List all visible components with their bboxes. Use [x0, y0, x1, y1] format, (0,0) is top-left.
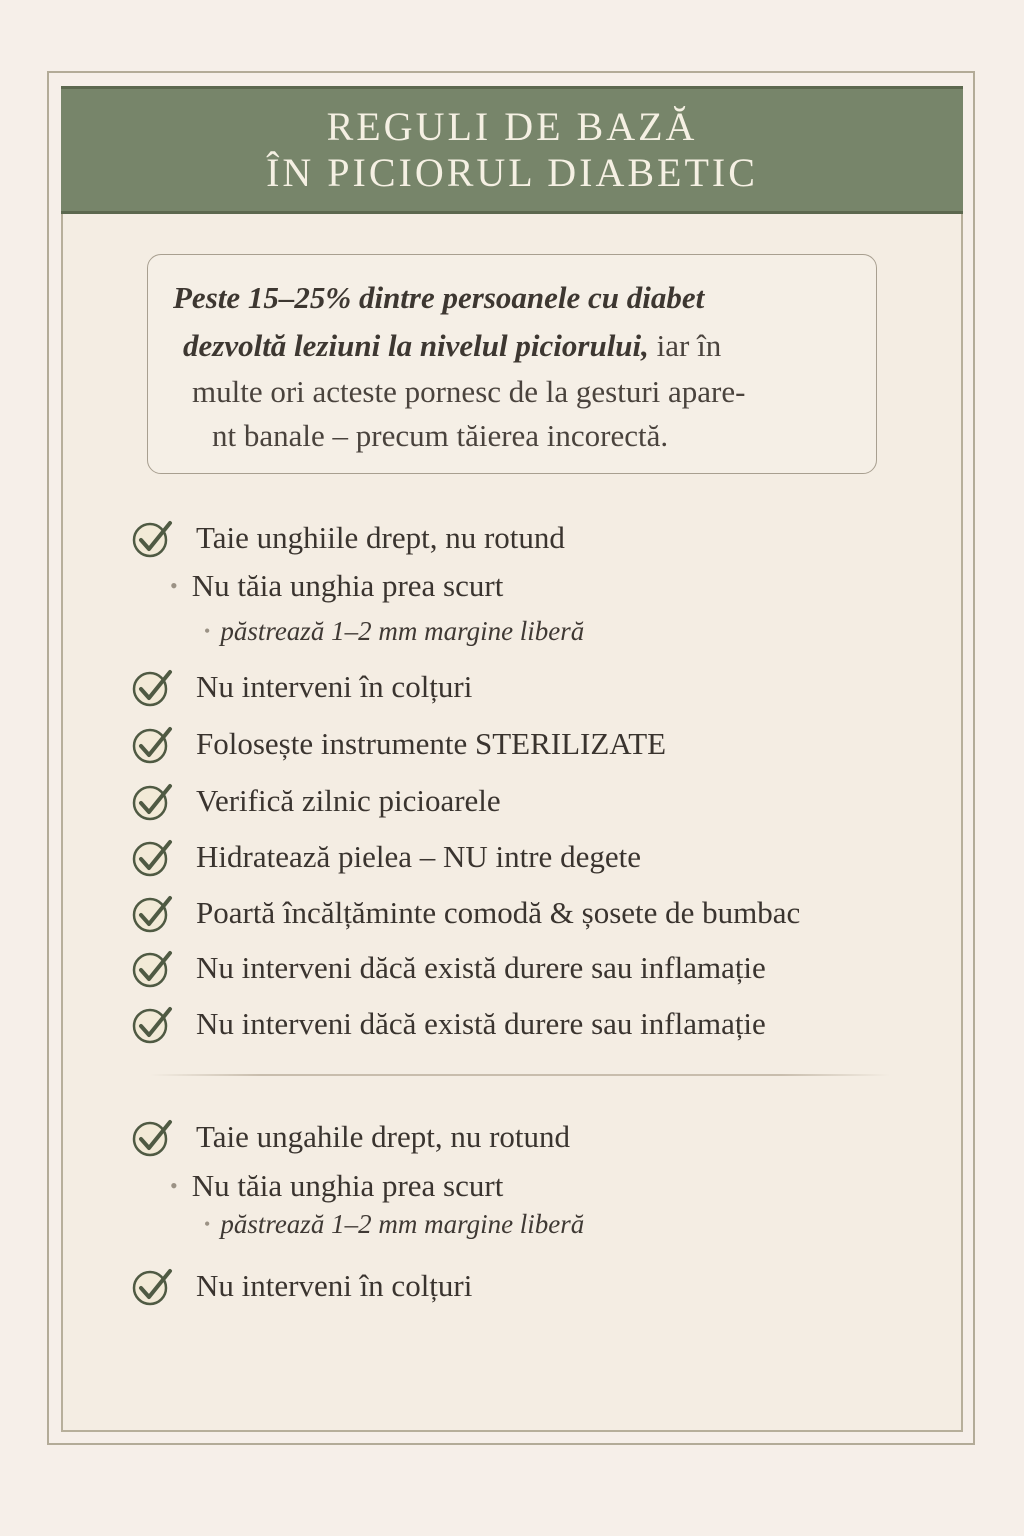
checklist-item-label: Taie ungahile drept, nu rotund — [196, 1119, 571, 1154]
intro-line-1: Peste 15–25% dintre persoanele cu diabet — [173, 280, 705, 315]
checklist-item — [128, 888, 800, 938]
check-circle-icon — [128, 1262, 176, 1310]
checklist-item-label: Nu interveni în colțuri — [196, 1268, 473, 1303]
intro-line-4: nt banale – precum tăierea incorectă. — [212, 418, 669, 453]
bullet-dot: • — [170, 573, 178, 598]
checklist-item — [128, 1112, 570, 1162]
sub-sub-bullet — [204, 616, 584, 647]
sub-bullet-label: Nu tăia unghia prea scurt — [191, 568, 504, 603]
check-circle-icon — [128, 777, 176, 825]
check-circle-icon — [128, 720, 176, 768]
checklist-item-label: Poartă încălțăminte comodă & șosete de bumbac — [196, 895, 801, 930]
sub-bullet — [170, 1168, 503, 1204]
intro-line-3: multe ori acteste pornesc de la gesturi apare- — [192, 374, 746, 409]
checklist-item-label: Nu interveni dăcă există durere sau inflamație — [196, 1006, 766, 1041]
checklist-item-label: Folosește instrumente STERILIZATE — [196, 726, 667, 761]
intro-line-2-emphasis: dezvoltă leziuni la nivelul piciorului, — [183, 328, 649, 363]
checklist-item — [128, 719, 666, 769]
checklist-item — [128, 513, 565, 563]
check-circle-icon — [128, 944, 176, 992]
check-circle-icon — [128, 514, 176, 562]
checklist-item-label: Verifică zilnic picioarele — [196, 783, 501, 818]
checklist-item — [128, 999, 766, 1049]
check-circle-icon — [128, 833, 176, 881]
checklist-item — [128, 1261, 472, 1311]
bullet-dot: • — [204, 1214, 211, 1234]
section-divider — [150, 1074, 890, 1076]
checklist-item-label: Taie unghiile drept, nu rotund — [196, 520, 565, 555]
checklist-item — [128, 832, 641, 882]
sub-sub-bullet-label: păstrează 1–2 mm margine liberă — [220, 1209, 585, 1239]
sub-bullet-label: Nu tăia unghia prea scurt — [191, 1168, 504, 1203]
bullet-dot: • — [170, 1173, 178, 1198]
header-title-line-2: ÎN PICIORUL DIABETIC — [266, 150, 758, 195]
sub-sub-bullet — [204, 1209, 584, 1240]
header-title-line-1: REGULI DE BAZĂ — [326, 104, 698, 149]
checklist-item-label: Nu interveni dăcă există durere sau inflamație — [196, 950, 766, 985]
checklist-item-label: Hidratează pielea – NU intre degete — [196, 839, 641, 874]
bullet-dot: • — [204, 621, 211, 641]
sub-sub-bullet-label: păstrează 1–2 mm margine liberă — [220, 616, 585, 646]
checklist-item — [128, 776, 501, 826]
check-circle-icon — [128, 1113, 176, 1161]
check-circle-icon — [128, 1000, 176, 1048]
intro-line-2 — [183, 328, 721, 364]
checklist-item-label: Nu interveni în colțuri — [196, 669, 473, 704]
header-banner — [61, 86, 963, 214]
checklist-item — [128, 943, 766, 993]
sub-bullet — [170, 568, 503, 604]
check-circle-icon — [128, 663, 176, 711]
check-circle-icon — [128, 889, 176, 937]
checklist-item — [128, 662, 472, 712]
intro-line-2-rest: iar în — [648, 328, 722, 363]
